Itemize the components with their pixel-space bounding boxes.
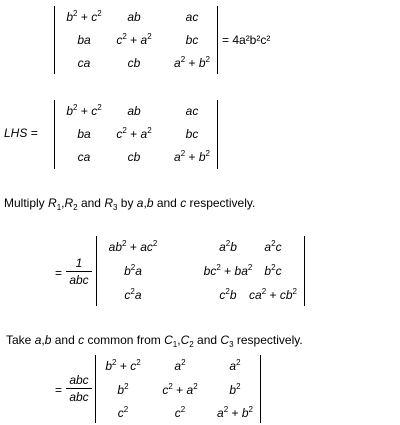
det2-cell-r3c2: cb: [127, 150, 141, 164]
det2-cell-r2c1: ba: [77, 127, 91, 141]
det4-cell-r2c3: $b^2$: [229, 382, 241, 397]
det4-fraction: [66, 373, 92, 404]
step2-text: Take a,b and c common from $C_1,C_2$ and $C_3$ respectively.: [6, 333, 303, 349]
lhs-label: LHS =: [4, 126, 38, 140]
det1-cell-r2c2: $c^2 + a^2$: [116, 32, 152, 47]
det3-frac-num: 1: [75, 256, 83, 270]
det4-cell-r1c1: $b^2 + c^2$: [105, 358, 141, 373]
det2-cell-r1c1: $b^2 + c^2$: [66, 103, 102, 118]
det4-cell-r3c1: $c^2$: [117, 405, 129, 420]
det3-cell-r2c1: $b^2a$: [124, 263, 142, 278]
det4-prefix: =: [55, 383, 63, 397]
det2-cell-r3c1: ca: [77, 150, 91, 164]
det4-frac-num: abc: [69, 373, 89, 387]
det3-cell-r2c3: $b^2c$: [264, 263, 282, 278]
det1-cell-r3c3: $a^2 + b^2$: [174, 55, 210, 70]
det4-cell-r1c2: $a^2$: [174, 358, 186, 373]
det1-cell-r1c1: $b^2 + c^2$: [66, 9, 102, 24]
det3-cell-r1c2: $a^2b$: [219, 239, 237, 254]
det4-frac-den: abc: [69, 390, 89, 404]
det4-cell-r2c1: $b^2$: [117, 382, 129, 397]
det3-prefix: =: [55, 266, 63, 280]
det1-cell-r3c1: ca: [77, 56, 91, 70]
det2-cell-r2c2: $c^2 + a^2$: [116, 126, 152, 141]
det3-frac-line: [66, 271, 92, 272]
det1-cell-r2c3: bc: [185, 33, 199, 47]
det4-cell-r1c3: $a^2$: [229, 358, 241, 373]
det2-cell-r2c3: bc: [185, 127, 199, 141]
det3-cell-r3c2: $c^2b$: [219, 287, 237, 302]
det1-rhs: = 4a²b²c²: [222, 33, 271, 47]
det1-cell-r1c2: ab: [127, 10, 141, 24]
det2-cell-r1c3: ac: [185, 104, 199, 118]
step1-text: Multiply $R_1,R_2$ and $R_3$ by a,b and c respectively.: [4, 196, 256, 212]
det2-cell-r1c2: ab: [127, 104, 141, 118]
det1-cell-r1c3: ac: [185, 10, 199, 24]
det3-fraction: [66, 256, 92, 287]
det3-cell-r1c1: $ab^2 + ac^2$: [108, 239, 158, 254]
det3-cell-r2c2: $bc^2 + ba^2$: [203, 263, 253, 278]
det4-cell-r3c2: $c^2$: [174, 405, 186, 420]
det4-cell-r3c3: $a^2 + b^2$: [217, 405, 253, 420]
det4-cell-r2c2: $c^2 + a^2$: [162, 382, 198, 397]
det3-cell-r3c3: $ca^2 + cb^2$: [249, 287, 297, 302]
det4-frac-line: [66, 388, 92, 389]
det1-cell-r2c1: ba: [77, 33, 91, 47]
det1-cell-r3c2: cb: [127, 56, 141, 70]
det3-frac-den: abc: [69, 273, 89, 287]
det2-cell-r3c3: $a^2 + b^2$: [174, 149, 210, 164]
det3-cell-r3c1: $c^2a$: [124, 287, 142, 302]
det3-cell-r1c3: $a^2c$: [264, 239, 282, 254]
